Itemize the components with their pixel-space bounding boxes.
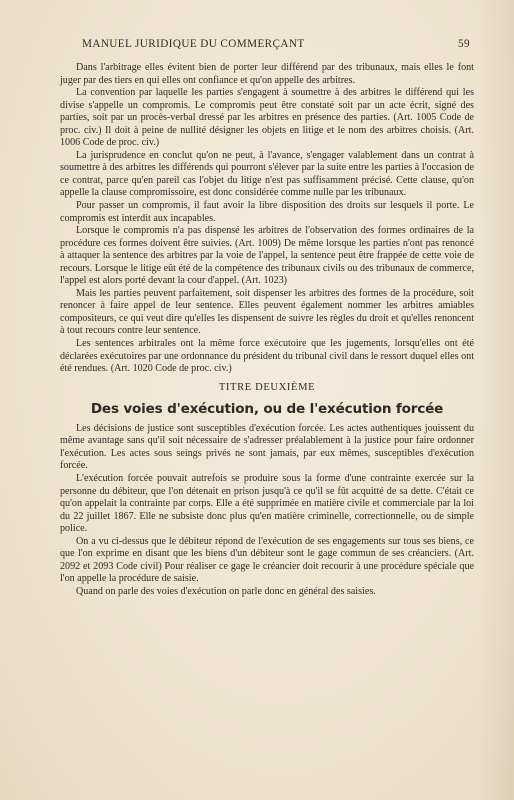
paragraph: On a vu ci-dessus que le débiteur répond de l'exécution de ses engagements sur tous ses biens, ce que l'on exprime en disant que les biens d'un débiteur sont le gage commun de ses créanciers. (Art. 2092 et 2093 Code civil) Pour réaliser ce gage le créancier doit recourir à une procédure spéciale que l'on appelle la procédure de saisie.: [60, 535, 474, 585]
paragraph: Dans l'arbitrage elles évitent bien de porter leur différend par des tribunaux, mais elles le font juger par des tiers en qui elles ont confiance et qu'on appelle des arbitres.: [60, 62, 474, 86]
paragraph: La convention par laquelle les parties s'engagent à soumettre à des arbitres le différend qui les divise s'appelle un compromis. Le compromis peut être constaté soit par un acte écrit, signé des parties, soit par un procès-verbal dressé par les arbitres en présence des parties. (Art. 1005 Code de proc. civ.) Il doit à peine de nullité désigner les objets en litige et le nom des arbitres choisis. (Art. 1006 Code de proc. civ.): [60, 87, 474, 149]
paragraph: Mais les parties peuvent parfaitement, soit dispenser les arbitres des formes de la procédure, soit renoncer à faire appel de leur sentence. Elles peuvent également nommer les arbitres amiables compositeurs, ce qui veut dire qu'elles les dispensent de suivre les règles du droit et qu'elles renoncent à tout recours contre leur sentence.: [60, 287, 474, 337]
page-body: [60, 62, 474, 598]
paragraph: L'exécution forcée pouvait autrefois se produire sous la forme d'une contrainte exercée sur la personne du débiteur, que l'on détenait en prison jusqu'à ce qu'il se fût acquitté de sa dette. C'était ce qu'on appelait la contrainte par corps. Elle a été supprimée en matière civile et commerciale par la loi du 22 juillet 1867. Elle ne subsiste donc plus qu'en matière criminelle, correctionnelle, ou de simple police.: [60, 472, 474, 535]
paragraph: Les décisions de justice sont susceptibles d'exécution forcée. Les actes authentiques jouissent du même avantage sans qu'il soit nécessaire de s'adresser préalablement à la justice pour faire ordonner l'exécution. Les actes sous seings privés ne sont jamais, par eux mêmes, susceptibles d'exécution forcée.: [60, 422, 474, 472]
page-edge-shading: [478, 0, 514, 800]
section-label: TITRE DEUXIÈME: [218, 381, 316, 393]
paragraph: Pour passer un compromis, il faut avoir la libre disposition des droits sur lesquels il porte. Le compromis est interdit aux incapables.: [60, 200, 474, 224]
section-heading: Des voies d'exécution, ou de l'exécution forcée: [90, 401, 444, 418]
paragraph: Quand on parle des voies d'exécution on parle donc en général des saisies.: [76, 585, 376, 597]
running-title: MANUEL JURIDIQUE DU COMMERÇANT: [82, 38, 305, 50]
page-number: 59: [458, 38, 470, 50]
paragraph: La jurisprudence en conclut qu'on ne peut, à l'avance, s'engager valablement dans un contrat à soumettre à des arbitres les différends qui pourront s'élever par la suite entre les parties à l'occasion de ce contrat, parce qu'en pareil cas l'objet du litige n'est pas suffisamment précisé. Cette clause, qu'on appelle la clause compromissoire, est donc considérée comme nulle par les tribunaux.: [60, 149, 474, 199]
paragraph: Les sentences arbitrales ont la même force exécutoire que les jugements, lorsqu'elles ont été déclarées exécutoires par une ordonnance du président du tribunal civil dans le ressort duquel elles ont été rendues. (Art. 1020 Code de proc. civ.): [60, 338, 474, 375]
paragraph: Lorsque le compromis n'a pas dispensé les arbitres de l'observation des formes ordinaires de la procédure ces formes doivent être suivies. (Art. 1009) De même lorsque les parties n'ont pas renoncé à attaquer la sentence des arbitres par la voie de l'appel, la sentence peut être frappée de cette voie de recours. Lorsque le litige eût été de la compétence des tribunaux civils ou des tribunaux de commerce, l'appel est alors porté devant la cour d'appel. (Art. 1023): [60, 225, 474, 287]
running-header: [60, 38, 470, 52]
